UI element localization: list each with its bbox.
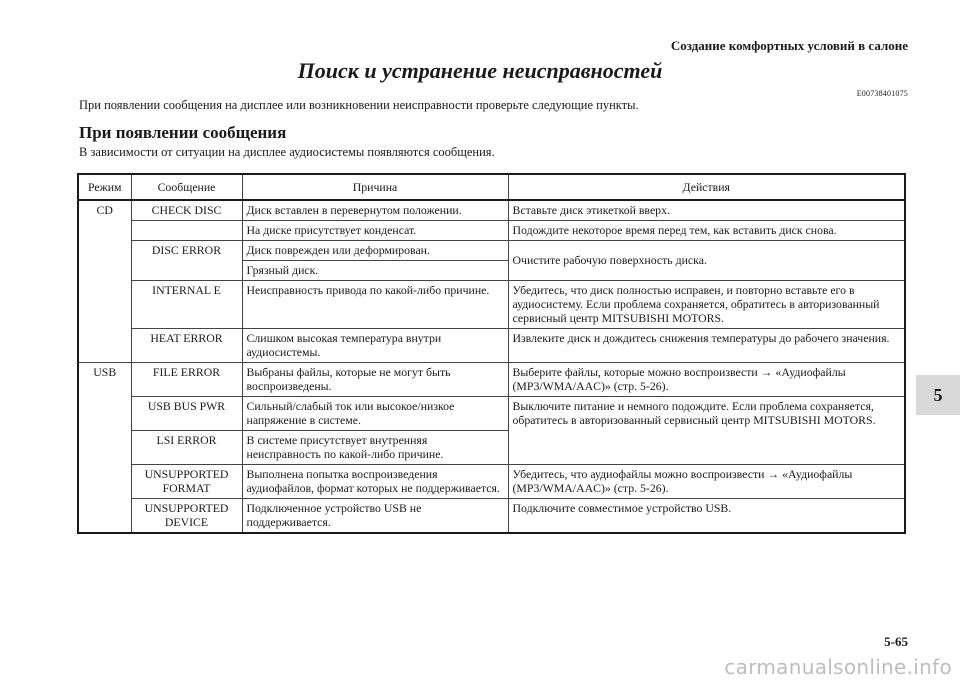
table-row <box>78 465 905 499</box>
running-header: Создание комфортных условий в салоне <box>670 38 908 53</box>
header-action: Действия <box>508 174 905 200</box>
table-row <box>78 200 905 221</box>
section-text: В зависимости от ситуации на дисплее аудиосистемы появляются сообщения. <box>79 145 495 159</box>
document-code: E00738401075 <box>856 89 908 98</box>
table-row <box>78 241 905 261</box>
messages-table <box>77 173 906 534</box>
message-cell: UNSUPPORTED DEVICE <box>131 499 242 534</box>
header-cause: Причина <box>242 174 508 200</box>
cause-cell: Диск поврежден или деформирован. <box>242 241 508 261</box>
cause-cell: Неисправность привода по какой-либо причине. <box>242 281 508 329</box>
cause-cell: Диск вставлен в перевернутом положении. <box>242 200 508 221</box>
cause-cell: Грязный диск. <box>242 261 508 281</box>
cause-cell: Сильный/слабый ток или высокое/низкое напряжение в системе. <box>242 397 508 431</box>
mode-cell-cd: CD <box>78 200 131 363</box>
page-number: 5-65 <box>884 634 908 649</box>
message-cell-empty <box>131 221 242 241</box>
mode-cell-usb: USB <box>78 363 131 534</box>
message-cell: USB BUS PWR <box>131 397 242 431</box>
section-heading: При появлении сообщения <box>79 123 287 142</box>
header-mode: Режим <box>78 174 131 200</box>
header-message: Сообщение <box>131 174 242 200</box>
chapter-tab: 5 <box>916 375 960 415</box>
intro-text: При появлении сообщения на дисплее или возникновении неисправности проверьте следующие пункты. <box>79 98 639 112</box>
message-cell: LSI ERROR <box>131 431 242 465</box>
cause-cell: На диске присутствует конденсат. <box>242 221 508 241</box>
watermark: carmanualsonline.info <box>724 655 952 679</box>
message-cell: INTERNAL E <box>131 281 242 329</box>
table-row <box>78 281 905 329</box>
message-cell: FILE ERROR <box>131 363 242 397</box>
page-title: Поиск и устранение неисправностей <box>297 58 663 83</box>
cause-cell: В системе присутствует внутренняя неисправность по какой-либо причине. <box>242 431 508 465</box>
message-cell: DISC ERROR <box>131 241 242 281</box>
cause-cell: Подключенное устройство USB не поддерживается. <box>242 499 508 534</box>
message-cell: HEAT ERROR <box>131 329 242 363</box>
action-cell: Выберите файлы, которые можно воспроизвести → «Аудиофайлы (MP3/WMA/AAC)» (стр. 5-26). <box>508 363 905 397</box>
table-row <box>78 499 905 534</box>
action-cell: Подождите некоторое время перед тем, как вставить диск снова. <box>508 221 905 241</box>
table-row <box>78 329 905 363</box>
message-cell: UNSUPPORTED FORMAT <box>131 465 242 499</box>
table-header-row <box>78 174 905 200</box>
table-row <box>78 363 905 397</box>
cause-cell: Слишком высокая температура внутри аудиосистемы. <box>242 329 508 363</box>
action-cell: Подключите совместимое устройство USB. <box>508 499 905 534</box>
action-cell: Выключите питание и немного подождите. Если проблема сохраняется, обратитесь в авторизованный сервисный центр MITSUBISHI MOTORS. <box>508 397 905 465</box>
table-row <box>78 397 905 431</box>
action-cell: Убедитесь, что диск полностью исправен, и повторно вставьте его в аудиосистему. Если проблема сохраняется, обратитесь в авторизованный сервисный центр MITSUBISHI MOTORS. <box>508 281 905 329</box>
action-cell: Извлеките диск и дождитесь снижения температуры до рабочего значения. <box>508 329 905 363</box>
cause-cell: Выбраны файлы, которые не могут быть воспроизведены. <box>242 363 508 397</box>
action-cell: Вставьте диск этикеткой вверх. <box>508 200 905 221</box>
action-cell: Очистите рабочую поверхность диска. <box>508 241 905 281</box>
cause-cell: Выполнена попытка воспроизведения аудиофайлов, формат которых не поддерживается. <box>242 465 508 499</box>
table-row <box>78 221 905 241</box>
action-cell: Убедитесь, что аудиофайлы можно воспроизвести → «Аудиофайлы (MP3/WMA/AAC)» (стр. 5-26). <box>508 465 905 499</box>
message-cell: CHECK DISC <box>131 200 242 221</box>
